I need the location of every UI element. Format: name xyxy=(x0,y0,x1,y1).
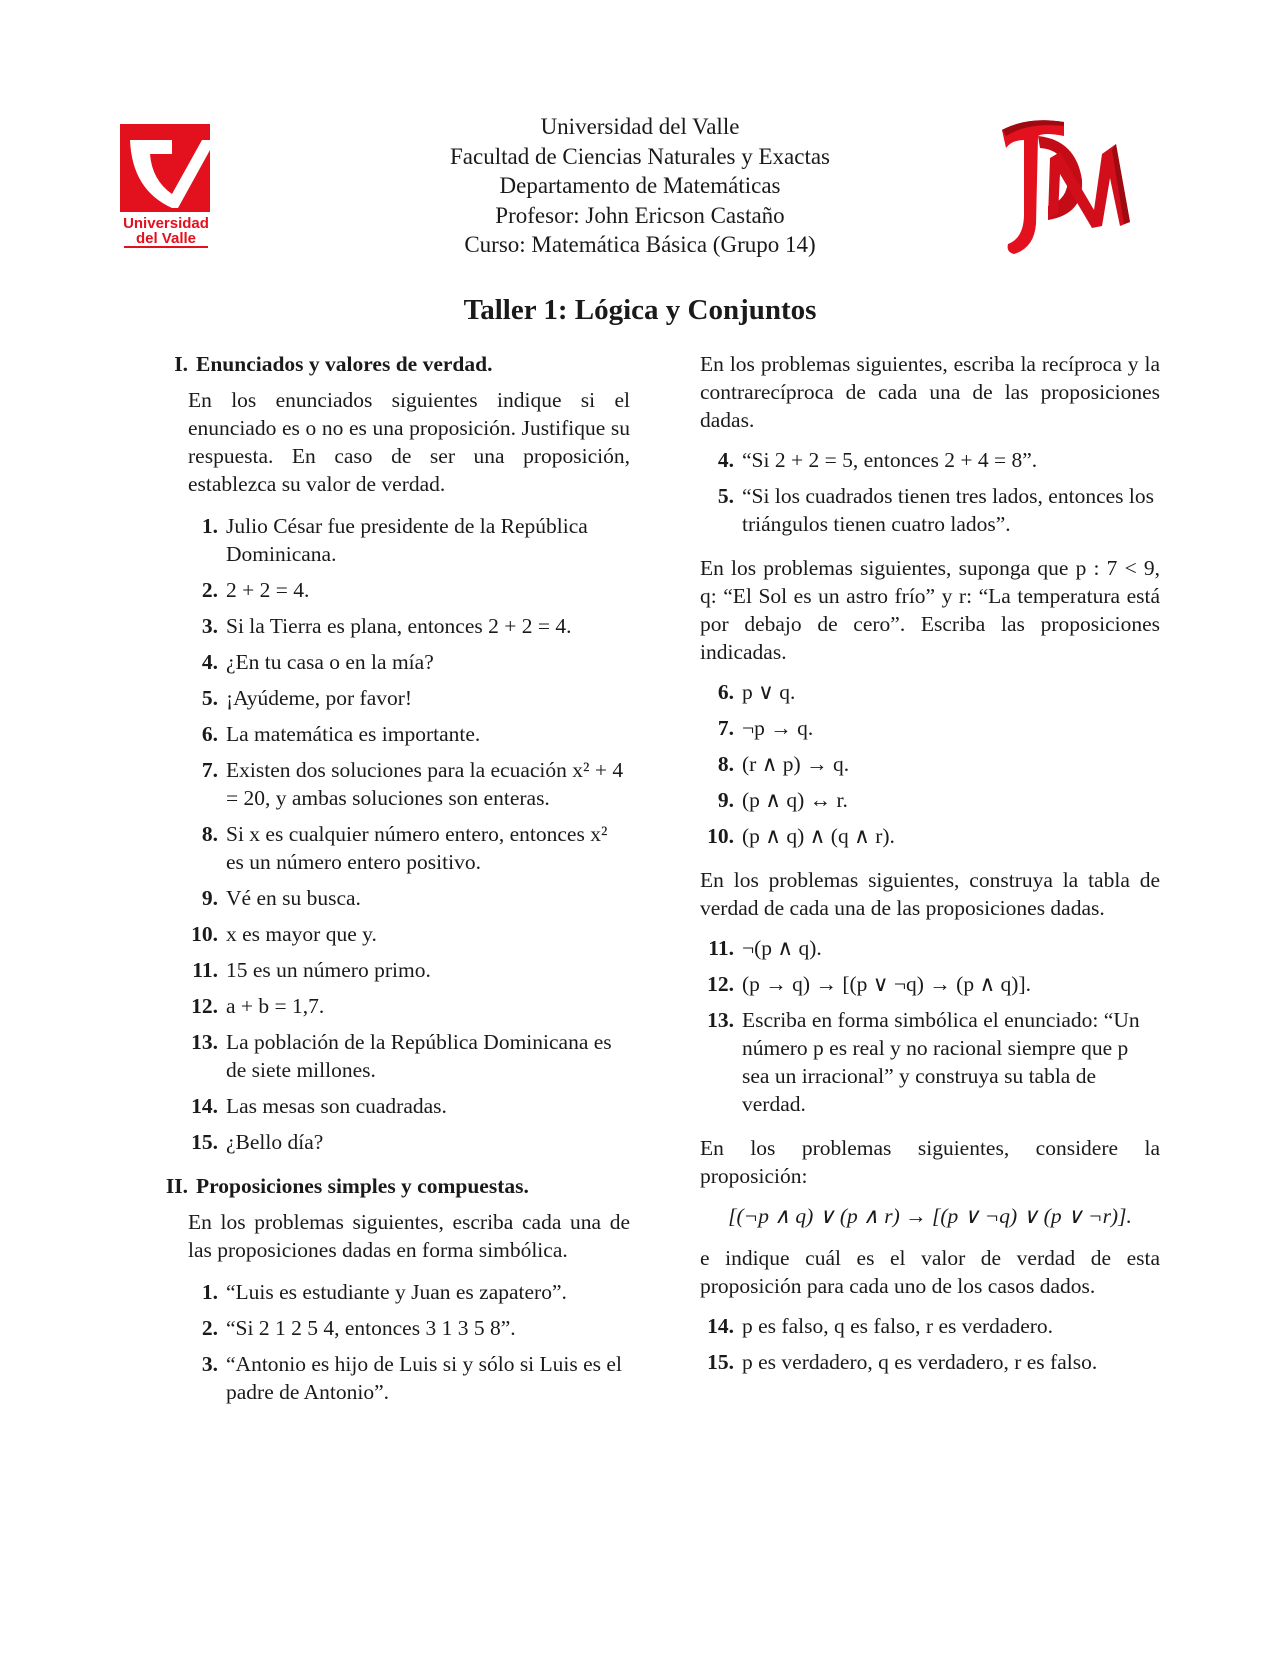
item-number: 14. xyxy=(707,1314,734,1338)
item-number: 11. xyxy=(708,936,734,960)
item-text: “Si los cuadrados tienen tres lados, entonces los triángulos tienen cuatro lados”. xyxy=(742,484,1154,536)
item-number: 15. xyxy=(707,1350,734,1374)
item-number: 1. xyxy=(201,514,218,538)
list-item xyxy=(188,956,630,984)
logo-text-line2: del Valle xyxy=(135,230,197,247)
item-number: 5. xyxy=(717,484,734,508)
list-item xyxy=(700,1348,1160,1376)
item-text: (p ∧ q) ↔ r. xyxy=(742,788,848,812)
item-text: Las mesas son cuadradas. xyxy=(226,1094,447,1118)
item-text: (r ∧ p) → q. xyxy=(742,752,850,776)
list-item xyxy=(188,1128,630,1156)
item-text: Julio César fue presidente de la República Dominicana. xyxy=(226,514,588,566)
item-text: (p ∧ q) ∧ (q ∧ r). xyxy=(742,824,895,848)
item-text: ¬p → q. xyxy=(742,716,814,740)
list-item xyxy=(700,1006,1160,1118)
item-text: p es verdadero, q es verdadero, r es falso. xyxy=(742,1350,1098,1374)
item-number: 14. xyxy=(191,1094,218,1118)
item-text: ¬(p ∧ q). xyxy=(742,936,822,960)
list-item xyxy=(188,684,630,712)
item-number: 3. xyxy=(201,614,218,638)
item-number: 6. xyxy=(201,722,218,746)
item-number: 12. xyxy=(707,972,734,996)
item-number: 10. xyxy=(707,824,734,848)
header-course: Curso: Matemática Básica (Grupo 14) xyxy=(464,232,816,257)
item-number: 15. xyxy=(191,1130,218,1154)
list-item xyxy=(700,678,1160,706)
symbolic-list xyxy=(700,678,1160,850)
main-formula: [(¬p ∧ q) ∨ (p ∧ r) → [(p ∨ ¬q) ∨ (p ∨ ¬r)]. xyxy=(728,1204,1132,1228)
universidad-del-valle-logo xyxy=(120,124,212,254)
item-number: 9. xyxy=(201,886,218,910)
item-text: p es falso, q es falso, r es verdadero. xyxy=(742,1314,1054,1338)
list-item xyxy=(700,482,1160,538)
list-item xyxy=(700,970,1160,998)
dm-monogram-logo xyxy=(998,114,1136,260)
header-university: Universidad del Valle xyxy=(540,114,740,139)
section-2-number: II. xyxy=(165,1174,188,1198)
item-number: 13. xyxy=(707,1008,734,1032)
item-text: Si la Tierra es plana, entonces 2 + 2 = 4. xyxy=(226,614,572,638)
section-1-number: I. xyxy=(174,352,188,376)
item-text: ¿Bello día? xyxy=(226,1130,324,1154)
list-item xyxy=(188,1278,630,1306)
cases-list xyxy=(700,1312,1160,1376)
list-item xyxy=(188,1314,630,1342)
item-text: Si x es cualquier número entero, entonces x² es un número entero positivo. xyxy=(226,822,608,874)
truth-table-intro: En los problemas siguientes, construya la tabla de verdad de cada una de las proposiciones dadas. xyxy=(700,868,1160,920)
list-item xyxy=(700,714,1160,742)
section-1-intro: En los enunciados siguientes indique si el enunciado es o no es una proposición. Justifique su respuesta. En caso de ser una proposición, establezca su valor de verdad. xyxy=(188,388,630,496)
header-faculty: Facultad de Ciencias Naturales y Exactas xyxy=(450,143,830,169)
item-text: 2 + 2 = 4. xyxy=(226,578,310,602)
item-number: 2. xyxy=(201,578,218,602)
item-number: 13. xyxy=(191,1030,218,1054)
list-item xyxy=(188,612,630,640)
list-item xyxy=(188,884,630,912)
section-2-heading xyxy=(150,1172,630,1200)
section-1-title: Enunciados y valores de verdad. xyxy=(196,352,493,376)
truth-table-list xyxy=(700,934,1160,1118)
item-text: (p → q) → [(p ∨ ¬q) → (p ∧ q)]. xyxy=(742,972,1032,996)
item-number: 11. xyxy=(192,958,218,982)
section-2-intro: En los problemas siguientes, escriba cada una de las proposiciones dadas en forma simbólica. xyxy=(188,1210,630,1262)
list-item xyxy=(188,756,630,812)
item-text: Escriba en forma simbólica el enunciado: “Un número p es real y no racional siempre que p sea un irracional” y construya su tabla de verdad. xyxy=(742,1008,1140,1116)
item-number: 9. xyxy=(717,788,734,812)
list-item xyxy=(188,1350,630,1406)
item-text: “Si 2 1 2 5 4, entonces 3 1 3 5 8”. xyxy=(226,1316,516,1340)
logo-text-line1: Universidad xyxy=(123,215,209,232)
list-item xyxy=(188,1028,630,1084)
item-number: 7. xyxy=(717,716,734,740)
item-number: 4. xyxy=(201,650,218,674)
item-text: “Antonio es hijo de Luis si y sólo si Luis es el padre de Antonio”. xyxy=(226,1352,622,1404)
list-item xyxy=(188,920,630,948)
list-item xyxy=(188,992,630,1020)
item-number: 2. xyxy=(201,1316,218,1340)
section-1-list xyxy=(188,512,630,1156)
list-item xyxy=(188,820,630,876)
list-item xyxy=(188,648,630,676)
list-item xyxy=(700,750,1160,778)
institution-header xyxy=(380,112,900,260)
item-number: 5. xyxy=(201,686,218,710)
item-text: “Si 2 + 2 = 5, entonces 2 + 4 = 8”. xyxy=(742,448,1038,472)
left-column xyxy=(150,350,630,1422)
list-item xyxy=(188,576,630,604)
list-item xyxy=(700,934,1160,962)
item-text: La matemática es importante. xyxy=(226,722,481,746)
section-1-heading xyxy=(150,350,630,378)
item-text: Existen dos soluciones para la ecuación x² + 4 = 20, y ambas soluciones son enteras. xyxy=(226,758,624,810)
list-item xyxy=(188,720,630,748)
symbolic-intro: En los problemas siguientes, suponga que p : 7 < 9, q: “El Sol es un astro frío” y r: “La temperatura está por debajo de cero”. Escriba las proposiciones indicadas. xyxy=(700,556,1160,664)
item-text: “Luis es estudiante y Juan es zapatero”. xyxy=(226,1280,567,1304)
item-text: ¡Ayúdeme, por favor! xyxy=(226,686,413,710)
item-text: 15 es un número primo. xyxy=(226,958,431,982)
item-text: ¿En tu casa o en la mía? xyxy=(226,650,434,674)
item-number: 4. xyxy=(717,448,734,472)
consider-intro: En los problemas siguientes, considere la proposición: xyxy=(700,1136,1160,1188)
header-department: Departamento de Matemáticas xyxy=(499,173,781,198)
item-text: a + b = 1,7. xyxy=(226,994,325,1018)
list-item xyxy=(188,512,630,568)
item-number: 10. xyxy=(191,922,218,946)
item-number: 1. xyxy=(201,1280,218,1304)
reciprocal-intro: En los problemas siguientes, escriba la recíproca y la contrarecíproca de cada una de las proposiciones dadas. xyxy=(700,352,1160,432)
truth-value-intro: e indique cuál es el valor de verdad de esta proposición para cada uno de los casos dados. xyxy=(700,1246,1160,1298)
item-text: Vé en su busca. xyxy=(226,886,361,910)
list-item xyxy=(700,1312,1160,1340)
item-number: 12. xyxy=(191,994,218,1018)
item-number: 8. xyxy=(717,752,734,776)
right-column xyxy=(700,350,1160,1392)
item-text: p ∨ q. xyxy=(742,680,796,704)
header-professor: Profesor: John Ericson Castaño xyxy=(495,202,785,228)
list-item xyxy=(188,1092,630,1120)
item-number: 6. xyxy=(717,680,734,704)
reciprocal-list xyxy=(700,446,1160,538)
list-item xyxy=(700,822,1160,850)
list-item xyxy=(700,786,1160,814)
item-number: 3. xyxy=(201,1352,218,1376)
item-number: 7. xyxy=(201,758,218,782)
page-title: Taller 1: Lógica y Conjuntos xyxy=(463,294,817,326)
list-item xyxy=(700,446,1160,474)
section-2-list xyxy=(188,1278,630,1406)
item-number: 8. xyxy=(201,822,218,846)
item-text: x es mayor que y. xyxy=(226,922,377,946)
item-text: La población de la República Dominicana es de siete millones. xyxy=(226,1030,612,1082)
section-2-title: Proposiciones simples y compuestas. xyxy=(196,1174,529,1198)
